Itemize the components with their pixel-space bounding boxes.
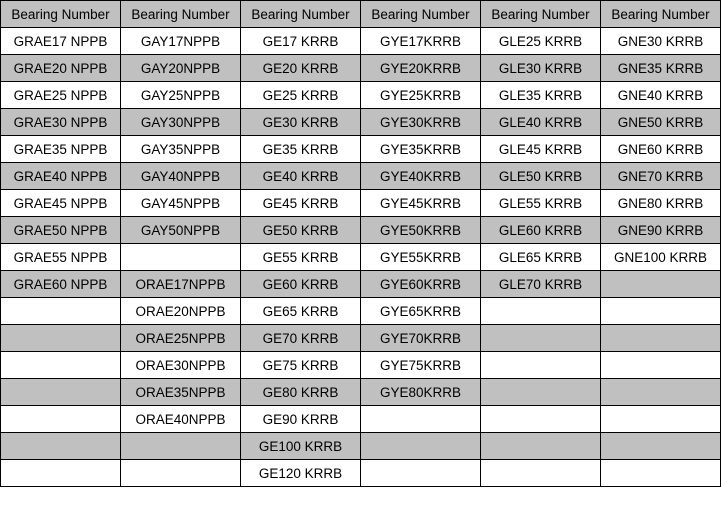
table-row [1,325,721,352]
table-row [1,406,721,433]
table-row [1,379,721,406]
table-cell: ORAE35NPPB [121,379,241,406]
table-row [1,271,721,298]
table-cell: GNE30 KRRB [601,28,721,55]
table-cell: GYE60KRRB [361,271,481,298]
column-header-6: Bearing Number [601,1,721,28]
table-cell: GAY35NPPB [121,136,241,163]
table-cell: GYE55KRRB [361,244,481,271]
table-cell [121,433,241,460]
table-cell [481,298,601,325]
table-row [1,82,721,109]
table-row [1,433,721,460]
table-cell: GNE35 KRRB [601,55,721,82]
table-cell [1,406,121,433]
table-cell [601,433,721,460]
table-cell: ORAE40NPPB [121,406,241,433]
table-cell: GE55 KRRB [241,244,361,271]
table-cell [601,460,721,487]
column-header-3: Bearing Number [241,1,361,28]
table-cell: GRAE55 NPPB [1,244,121,271]
table-cell: GE50 KRRB [241,217,361,244]
table-cell: GE100 KRRB [241,433,361,460]
table-cell: ORAE20NPPB [121,298,241,325]
table-cell: GE75 KRRB [241,352,361,379]
table-cell: GE30 KRRB [241,109,361,136]
table-row [1,352,721,379]
table-cell [601,352,721,379]
table-cell [1,460,121,487]
table-cell: GNE90 KRRB [601,217,721,244]
table-cell: GYE50KRRB [361,217,481,244]
table-header [1,1,721,28]
table-cell: GE45 KRRB [241,190,361,217]
table-cell: GYE25KRRB [361,82,481,109]
table-cell: GE70 KRRB [241,325,361,352]
table-cell: GYE80KRRB [361,379,481,406]
table-cell [121,244,241,271]
table-cell: GRAE30 NPPB [1,109,121,136]
table-row [1,460,721,487]
table-row [1,55,721,82]
table-cell: GYE40KRRB [361,163,481,190]
table-cell: GAY20NPPB [121,55,241,82]
table-cell [481,325,601,352]
table-cell: GE17 KRRB [241,28,361,55]
table-cell [361,433,481,460]
table-cell: GYE17KRRB [361,28,481,55]
table-cell [601,406,721,433]
table-cell: GLE60 KRRB [481,217,601,244]
table-cell [361,460,481,487]
table-header-row [1,1,721,28]
table-cell [601,379,721,406]
table-cell [1,433,121,460]
table-row [1,298,721,325]
table-cell: ORAE30NPPB [121,352,241,379]
table-cell: GNE100 KRRB [601,244,721,271]
table-row [1,190,721,217]
table-cell: GRAE25 NPPB [1,82,121,109]
table-body [1,28,721,487]
table-cell [1,325,121,352]
table-cell: GRAE40 NPPB [1,163,121,190]
table-cell: GNE60 KRRB [601,136,721,163]
table-cell: GLE70 KRRB [481,271,601,298]
table-row [1,217,721,244]
table-cell: GYE30KRRB [361,109,481,136]
table-cell: GRAE35 NPPB [1,136,121,163]
table-cell: GLE30 KRRB [481,55,601,82]
table-cell: GAY50NPPB [121,217,241,244]
table-row [1,244,721,271]
table-cell: GYE75KRRB [361,352,481,379]
table-cell: GLE45 KRRB [481,136,601,163]
table-cell: GLE55 KRRB [481,190,601,217]
table-cell: GAY30NPPB [121,109,241,136]
table-cell [481,379,601,406]
table-cell: GRAE45 NPPB [1,190,121,217]
column-header-4: Bearing Number [361,1,481,28]
table-cell: ORAE17NPPB [121,271,241,298]
table-cell [601,271,721,298]
table-cell: GE20 KRRB [241,55,361,82]
table-cell: GYE70KRRB [361,325,481,352]
table-cell [481,460,601,487]
table-cell: GNE80 KRRB [601,190,721,217]
table-cell: GE25 KRRB [241,82,361,109]
table-cell: GE80 KRRB [241,379,361,406]
table-cell: GLE65 KRRB [481,244,601,271]
table-cell: GNE50 KRRB [601,109,721,136]
table-cell: GE35 KRRB [241,136,361,163]
table-cell: GRAE17 NPPB [1,28,121,55]
table-cell: ORAE25NPPB [121,325,241,352]
table-cell: GRAE20 NPPB [1,55,121,82]
table-cell [601,298,721,325]
table-cell [481,433,601,460]
table-cell [1,298,121,325]
table-cell: GNE70 KRRB [601,163,721,190]
column-header-2: Bearing Number [121,1,241,28]
table-cell: GE65 KRRB [241,298,361,325]
table-cell: GLE25 KRRB [481,28,601,55]
table-cell: GE40 KRRB [241,163,361,190]
table-cell: GLE35 KRRB [481,82,601,109]
table-cell: GE120 KRRB [241,460,361,487]
table-cell: GYE35KRRB [361,136,481,163]
table-cell: GNE40 KRRB [601,82,721,109]
table-cell: GRAE50 NPPB [1,217,121,244]
table-cell [481,352,601,379]
table-cell: GAY40NPPB [121,163,241,190]
table-cell [1,352,121,379]
table-cell [1,379,121,406]
table-cell [121,460,241,487]
table-cell: GLE40 KRRB [481,109,601,136]
table-cell [361,406,481,433]
table-row [1,136,721,163]
table-row [1,109,721,136]
table-row [1,28,721,55]
table-cell: GAY45NPPB [121,190,241,217]
column-header-1: Bearing Number [1,1,121,28]
table-cell: GYE45KRRB [361,190,481,217]
table-cell: GYE20KRRB [361,55,481,82]
table-cell: GE90 KRRB [241,406,361,433]
table-cell: GE60 KRRB [241,271,361,298]
table-row [1,163,721,190]
table-cell: GAY17NPPB [121,28,241,55]
table-cell: GYE65KRRB [361,298,481,325]
table-cell: GRAE60 NPPB [1,271,121,298]
table-cell: GAY25NPPB [121,82,241,109]
table-cell [601,325,721,352]
table-cell: GLE50 KRRB [481,163,601,190]
column-header-5: Bearing Number [481,1,601,28]
table-cell [481,406,601,433]
